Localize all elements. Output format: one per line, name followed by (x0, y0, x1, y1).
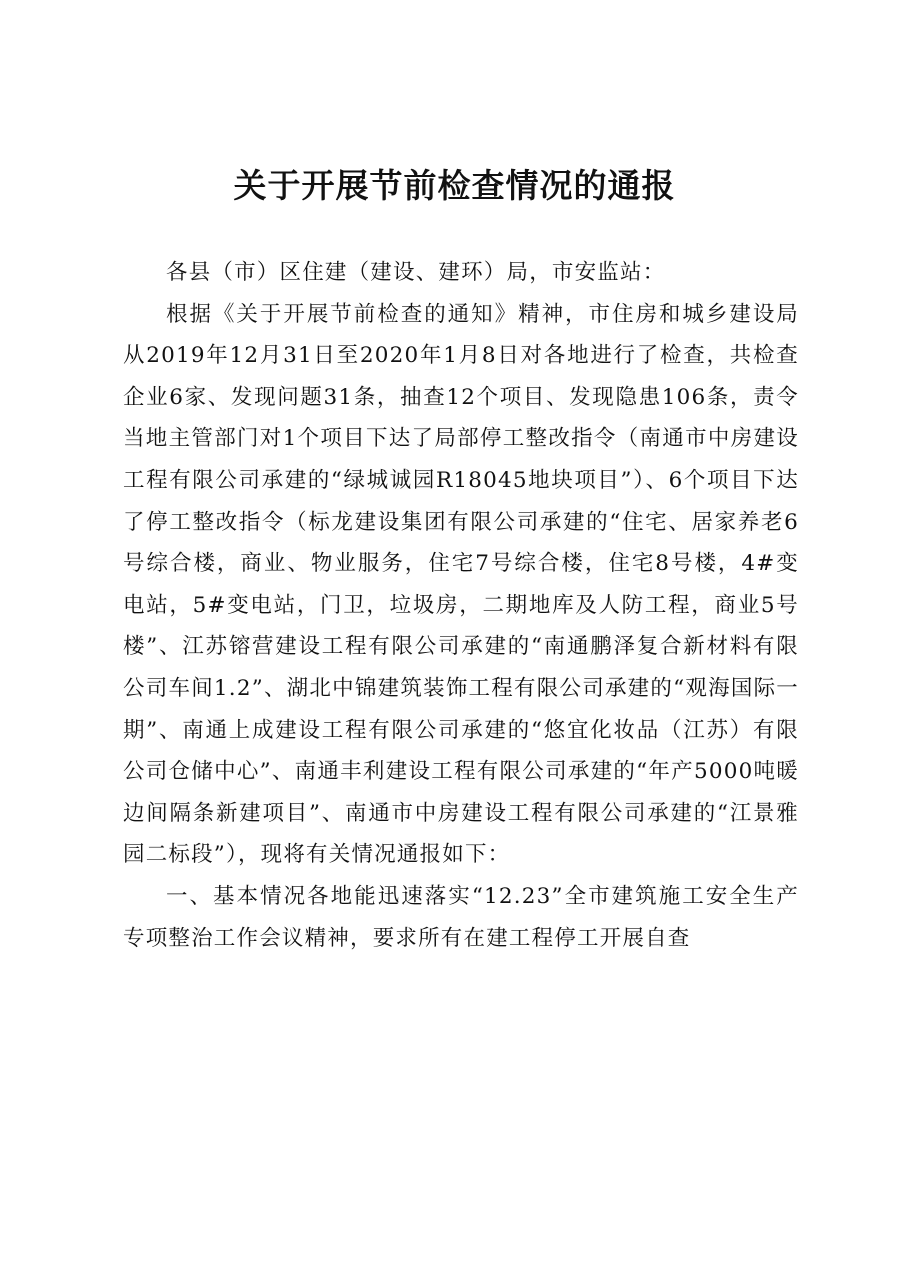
paragraph-notice-basis: 根据《关于开展节前检查的通知》精神，市住房和城乡建设局从2019年12月31日至2020年1月8日对各地进行了检查，共检查企业6家、发现问题31条，抽查12个项目、发现隐患106条，责令当地主管部门对1个项目下达了局部停工整改指令（南通市中房建设工程有限公司承建的“绿城诚园R18045地块项目”）、6个项目下达了停工整改指令（标龙建设集团有限公司承建的“住宅、居家养老6号综合楼，商业、物业服务，住宅7号综合楼，住宅8号楼，4#变电站，5#变电站，门卫，垃圾房，二期地库及人防工程，商业5号楼”、江苏镕营建设工程有限公司承建的“南通鹏泽复合新材料有限公司车间1.2”、湖北中锦建筑装饰工程有限公司承建的“观海国际一期”、南通上成建设工程有限公司承建的“悠宜化妆品（江苏）有限公司仓储中心”、南通丰利建设工程有限公司承建的“年产5000吨暖边间隔条新建项目”、南通市中房建设工程有限公司承建的“江景雅园二标段”），现将有关情况通报如下： (123, 301, 799, 868)
paragraph-basic-situation: 一、基本情况各地能迅速落实“12.23”全市建筑施工安全生产专项整治工作会议精神，要求所有在建工程停工开展自查 (123, 883, 799, 951)
document-body (123, 252, 799, 959)
document-title: 关于开展节前检查情况的通报 (233, 166, 676, 205)
salutation-line: 各县（市）区住建（建设、建环）局，市安监站： (166, 260, 666, 285)
